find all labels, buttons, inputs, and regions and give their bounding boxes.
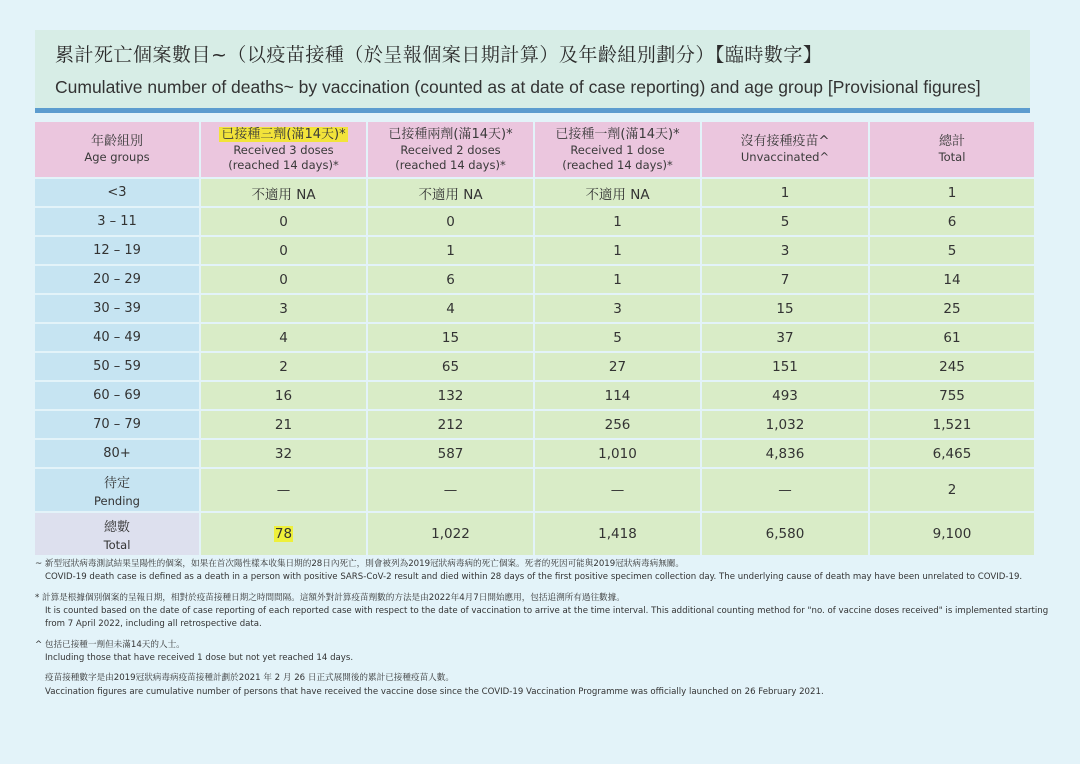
unvaccinated-cell: 1,032 [702,411,868,438]
col-header-unvaccinated [702,122,868,177]
footnote [35,558,1055,585]
table-row [35,382,1034,409]
two-doses-cell: 132 [368,382,533,409]
total-row [35,513,1034,555]
total-cell: 2 [870,469,1034,511]
one-dose-cell: 1 [535,208,700,235]
total-label-zh: 總數 [103,520,130,535]
col-header-zh: 已接種一劑(滿14天)* [555,127,680,142]
col-header-en2: (reached 14 days)* [395,157,506,172]
unvaccinated-cell: 4,836 [702,440,868,467]
col-header-zh-highlight: 已接種三劑(滿14天)* [221,127,346,142]
two-doses-cell: 212 [368,411,533,438]
age-cell: 70 – 79 [35,411,199,438]
pending-row [35,469,1034,511]
one-dose-total-cell: 1,418 [535,513,700,555]
title-banner [35,30,1030,108]
unvaccinated-cell: 1 [702,179,868,206]
two-doses-cell: 65 [368,353,533,380]
two-doses-cell: 6 [368,266,533,293]
table-row [35,208,1034,235]
total-cell: 1 [870,179,1034,206]
age-cell: 50 – 59 [35,353,199,380]
table-row [35,440,1034,467]
two-doses-cell: — [368,469,533,511]
three-doses-cell: 0 [201,266,366,293]
footnote-en: It is counted based on the date of case reporting of each reported case with respect to the date of vaccination to arrive at the time interval. This additional counting method for "no. of vaccine doses received" is implemented starting from 7 April 2022, including all retrospective data. [45,605,1049,630]
one-dose-cell: 不適用 NA [535,179,700,206]
unvaccinated-cell: 15 [702,295,868,322]
col-header-en: Received 2 doses [400,143,501,158]
age-cell: 30 – 39 [35,295,199,322]
col-header-en: Total [938,150,966,165]
three-doses-cell: — [201,469,366,511]
unvaccinated-total-cell: 6,580 [702,513,868,555]
one-dose-cell: 5 [535,324,700,351]
two-doses-cell: 587 [368,440,533,467]
unvaccinated-cell: 151 [702,353,868,380]
table-row [35,295,1034,322]
three-doses-cell: 2 [201,353,366,380]
col-header-en: Unvaccinated^ [740,150,830,165]
one-dose-cell: 114 [535,382,700,409]
three-doses-total-cell [201,513,366,555]
three-doses-cell: 不適用 NA [201,179,366,206]
total-cell: 6 [870,208,1034,235]
age-cell: 40 – 49 [35,324,199,351]
col-header-two-doses [368,122,533,177]
footnote-en: Vaccination figures are cumulative number of persons that have received the vaccine dose since the COVID-19 Vaccination Programme was officially launched on 26 February 2021. [45,686,824,697]
total-cell: 755 [870,382,1034,409]
total-cell: 61 [870,324,1034,351]
total-cell: 14 [870,266,1034,293]
footnote-zh: 疫苗接種數字是由2019冠狀病毒病疫苗接種計劃於2021 年 2 月 26 日正式展開後的累計已接種疫苗人數。 [45,673,454,684]
age-cell: 20 – 29 [35,266,199,293]
one-dose-cell: — [535,469,700,511]
age-cell: <3 [35,179,199,206]
footnote [35,639,1055,666]
footnote-en: COVID-19 death case is defined as a death in a person with positive SARS-CoV-2 result and died within 28 days of the first positive specimen collection day. The underlying cause of death may have been unrelated to COVID-19. [45,572,1023,583]
footnote-zh: * 計算是根據個別個案的呈報日期，相對於疫苗接種日期之時間間隔。這額外對計算疫苗劑數的方法是由2022年4月7日開始應用，包括追溯所有過往數據。 [35,592,625,603]
two-doses-cell: 1 [368,237,533,264]
col-header-en: Received 1 dose [570,143,665,158]
two-doses-cell: 15 [368,324,533,351]
three-doses-cell: 0 [201,208,366,235]
one-dose-cell: 27 [535,353,700,380]
footnote-zh: ~ 新型冠狀病毒測試結果呈陽性的個案，如果在首次陽性樣本收集日期的28日內死亡，則會被列為2019冠狀病毒病的死亡個案。死者的死因可能與2019冠狀病毒病無關。 [35,559,684,569]
header-divider [35,108,1030,113]
age-cell: 12 – 19 [35,237,199,264]
footnote-zh: ^ 包括已接種一劑但未滿14天的人士。 [35,639,185,650]
age-cell-pending [35,469,199,511]
page-title-en: Cumulative number of deaths~ by vaccination (counted as at date of case reporting) and age group [Provisional figures] [55,77,981,97]
col-header-one-dose [535,122,700,177]
highlighted-value: 78 [274,526,293,542]
three-doses-cell: 3 [201,295,366,322]
one-dose-cell: 3 [535,295,700,322]
total-label-en: Total [103,538,131,552]
unvaccinated-cell: 7 [702,266,868,293]
three-doses-cell: 4 [201,324,366,351]
three-doses-cell: 0 [201,237,366,264]
col-header-zh: 沒有接種疫苗^ [740,134,830,150]
age-label-en: Pending [94,494,140,508]
age-cell: 3 – 11 [35,208,199,235]
total-cell: 5 [870,237,1034,264]
one-dose-cell: 1,010 [535,440,700,467]
col-header-en: Age groups [84,150,150,165]
col-header-age [35,122,199,177]
footnote [35,592,1055,632]
col-header-en2: (reached 14 days)* [562,157,673,172]
age-cell-total [35,513,199,555]
age-label-zh: 待定 [103,476,130,491]
one-dose-cell: 256 [535,411,700,438]
col-header-three-doses [201,122,366,177]
two-doses-total-cell: 1,022 [368,513,533,555]
col-header-zh: 已接種兩劑(滿14天)* [388,127,513,142]
col-header-en: Received 3 doses [233,143,334,158]
col-header-total [870,122,1034,177]
unvaccinated-cell: 3 [702,237,868,264]
unvaccinated-cell: 493 [702,382,868,409]
table-header-row [35,122,1034,177]
unvaccinated-cell: 5 [702,208,868,235]
two-doses-cell: 不適用 NA [368,179,533,206]
total-cell: 25 [870,295,1034,322]
page-title-zh: 累計死亡個案數目~（以疫苗接種（於呈報個案日期計算）及年齡組別劃分）【臨時數字】 [55,44,823,66]
three-doses-cell: 32 [201,440,366,467]
table-row [35,237,1034,264]
grand-total-cell: 9,100 [870,513,1034,555]
two-doses-cell: 4 [368,295,533,322]
three-doses-cell: 21 [201,411,366,438]
deaths-table [33,120,1036,557]
unvaccinated-cell: 37 [702,324,868,351]
age-cell: 80+ [35,440,199,467]
col-header-zh: 年齡組別 [90,134,143,150]
three-doses-cell: 16 [201,382,366,409]
unvaccinated-cell: — [702,469,868,511]
total-cell: 1,521 [870,411,1034,438]
total-cell: 245 [870,353,1034,380]
table-row [35,266,1034,293]
col-header-zh: 總計 [938,134,965,150]
two-doses-cell: 0 [368,208,533,235]
table-row [35,411,1034,438]
table-row [35,353,1034,380]
footnote [35,672,1055,699]
col-header-en2: (reached 14 days)* [228,157,339,172]
total-cell: 6,465 [870,440,1034,467]
one-dose-cell: 1 [535,237,700,264]
footnote-en: Including those that have received 1 dose but not yet reached 14 days. [45,652,354,663]
table-row [35,324,1034,351]
table-row [35,179,1034,206]
age-cell: 60 – 69 [35,382,199,409]
one-dose-cell: 1 [535,266,700,293]
footnotes [35,558,1055,706]
